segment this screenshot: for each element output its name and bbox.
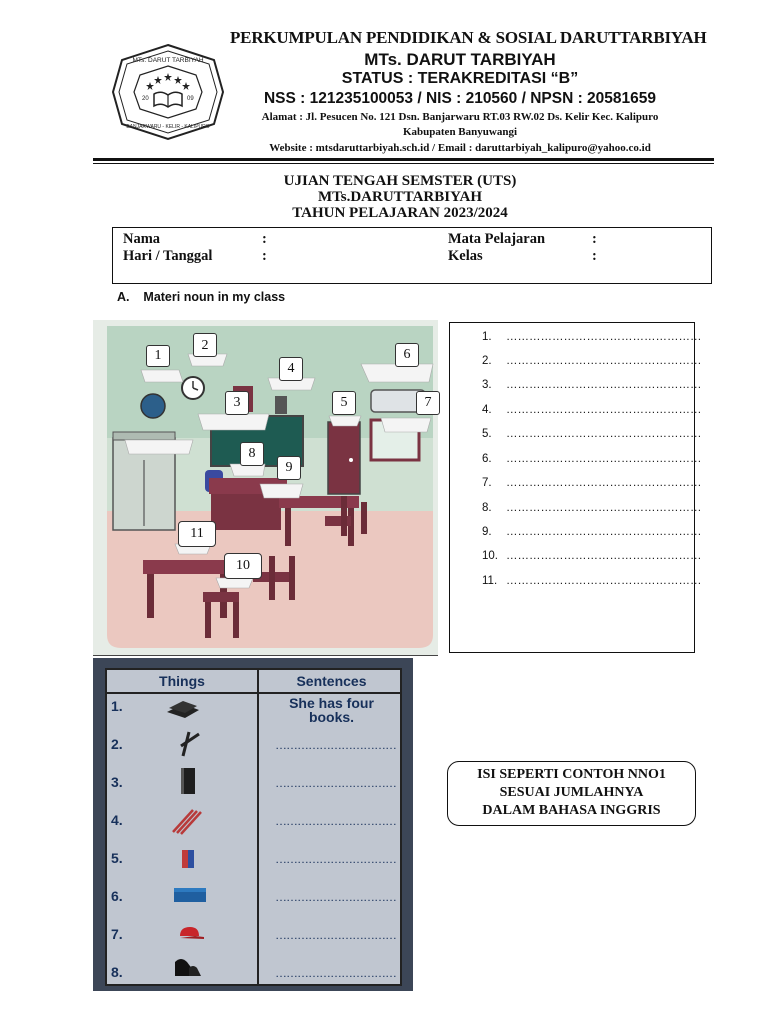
room-label-5: 5 bbox=[332, 391, 356, 415]
sentence-blank-7[interactable]: …………………………… bbox=[275, 928, 396, 942]
school-ids: NSS : 121235100053 / NIS : 210560 / NPSN : 20581659 bbox=[263, 90, 657, 107]
organization-name: PERKUMPULAN PENDIDIKAN & SOSIAL DARUTTARBIYAH bbox=[230, 28, 707, 47]
header-divider-thin bbox=[93, 163, 714, 164]
eraser-icon bbox=[179, 848, 197, 870]
instruction-callout bbox=[447, 761, 696, 826]
class-label: Kelas bbox=[448, 248, 483, 264]
sentence-blank-6[interactable]: …………………………… bbox=[275, 890, 396, 904]
answer-box bbox=[449, 322, 702, 653]
school-logo bbox=[110, 42, 226, 142]
row-number-2: 2. bbox=[111, 736, 123, 752]
instruction-line-2: SESUAI JUMLAHNYA bbox=[499, 785, 644, 800]
answer-line-9[interactable]: 9. …………………………………………… bbox=[482, 526, 702, 538]
sentence-blank-2[interactable]: …………………………… bbox=[275, 738, 396, 752]
answer-line-11[interactable]: 11. …………………………………………… bbox=[482, 575, 702, 587]
things-header: Things bbox=[159, 673, 205, 689]
row-number-5: 5. bbox=[111, 850, 123, 866]
room-label-6: 6 bbox=[395, 343, 419, 367]
table-header-divider bbox=[107, 692, 400, 694]
school-contact: Website : mtsdaruttarbiyah.sch.id / Email : daruttarbiyah_kalipuro@yahoo.co.id bbox=[269, 142, 651, 154]
things-sentences-table bbox=[105, 668, 402, 986]
sentence-blank-8[interactable]: …………………………… bbox=[275, 966, 396, 980]
answer-line-10[interactable]: 10. …………………………………………… bbox=[482, 550, 702, 562]
sentences-header: Sentences bbox=[296, 673, 367, 689]
row-number-1: 1. bbox=[111, 698, 123, 714]
exam-title: UJIAN TENGAH SEMSTER (UTS) bbox=[283, 173, 517, 189]
pencil-case-icon bbox=[171, 884, 209, 906]
pens-icon bbox=[175, 728, 205, 760]
row-number-6: 6. bbox=[111, 888, 123, 904]
sentence-blank-3[interactable]: …………………………… bbox=[275, 776, 396, 790]
subject-colon: : bbox=[592, 231, 597, 247]
exam-school: MTs.DARUTTARBIYAH bbox=[317, 189, 483, 205]
section-a-heading bbox=[117, 290, 285, 304]
accreditation-status: STATUS : TERAKREDITASI “B” bbox=[341, 70, 579, 87]
room-label-2: 2 bbox=[193, 333, 217, 357]
svg-text:MTs. DARUT TARBIYAH: MTs. DARUT TARBIYAH bbox=[132, 57, 204, 64]
room-label-11: 11 bbox=[178, 521, 216, 547]
section-title: Materi noun in my class bbox=[143, 290, 286, 304]
shoes-icon bbox=[171, 954, 203, 980]
room-label-8: 8 bbox=[240, 442, 264, 466]
school-regency: Kabupaten Banyuwangi bbox=[402, 126, 517, 138]
answer-line-7[interactable]: 7. …………………………………………… bbox=[482, 477, 702, 489]
svg-text:20: 20 bbox=[142, 96, 149, 102]
school-address: Alamat : Jl. Pesucen No. 121 Dsn. Banjarwaru RT.03 RW.02 Ds. Kelir Kec. Kalipuro bbox=[261, 111, 659, 123]
example-sentence: She has four books. bbox=[289, 695, 374, 725]
answer-line-1[interactable]: 1. …………………………………………… bbox=[482, 331, 702, 343]
book-icon bbox=[177, 766, 199, 796]
answer-line-8[interactable]: 8. …………………………………………… bbox=[482, 502, 702, 514]
room-label-1: 1 bbox=[146, 345, 170, 367]
answer-line-5[interactable]: 5. …………………………………………… bbox=[482, 428, 702, 440]
cap-icon bbox=[175, 924, 205, 942]
header-divider-thick bbox=[93, 158, 714, 161]
section-letter: A. bbox=[117, 290, 130, 304]
date-label: Hari / Tanggal bbox=[123, 248, 213, 264]
sentence-blank-4[interactable]: …………………………… bbox=[275, 814, 396, 828]
room-label-7: 7 bbox=[416, 391, 440, 415]
date-colon: : bbox=[262, 248, 267, 264]
answer-line-2[interactable]: 2. …………………………………………… bbox=[482, 355, 702, 367]
things-sentences-photo bbox=[93, 658, 413, 991]
books-icon bbox=[163, 698, 203, 722]
svg-text:09: 09 bbox=[187, 96, 194, 102]
room-label-10: 10 bbox=[224, 553, 262, 579]
row-number-8: 8. bbox=[111, 964, 123, 980]
instruction-line-3: DALAM BAHASA INGGRIS bbox=[482, 803, 661, 818]
row-number-4: 4. bbox=[111, 812, 123, 828]
exam-year: TAHUN PELAJARAN 2023/2024 bbox=[292, 205, 508, 221]
school-name: MTs. DARUT TARBIYAH bbox=[364, 50, 556, 69]
row-number-3: 3. bbox=[111, 774, 123, 790]
classroom-illustration bbox=[93, 320, 438, 656]
svg-text:BANJARWARU - KELIR - KALIPURO: BANJARWARU - KELIR - KALIPURO bbox=[126, 124, 210, 130]
room-label-3: 3 bbox=[225, 391, 249, 415]
answer-line-4[interactable]: 4. …………………………………………… bbox=[482, 404, 702, 416]
name-label: Nama bbox=[123, 231, 161, 247]
answer-line-6[interactable]: 6. …………………………………………… bbox=[482, 453, 702, 465]
answer-line-3[interactable]: 3. …………………………………………… bbox=[482, 379, 702, 391]
class-colon: : bbox=[592, 248, 597, 264]
room-label-4: 4 bbox=[279, 357, 303, 381]
picture-baseline bbox=[93, 655, 438, 656]
sentence-blank-5[interactable]: …………………………… bbox=[275, 852, 396, 866]
room-label-9: 9 bbox=[277, 456, 301, 480]
pencils-icon bbox=[169, 806, 205, 836]
row-number-7: 7. bbox=[111, 926, 123, 942]
instruction-line-1: ISI SEPERTI CONTOH NNO1 bbox=[477, 767, 666, 782]
name-colon: : bbox=[262, 231, 267, 247]
subject-label: Mata Pelajaran bbox=[448, 231, 546, 247]
